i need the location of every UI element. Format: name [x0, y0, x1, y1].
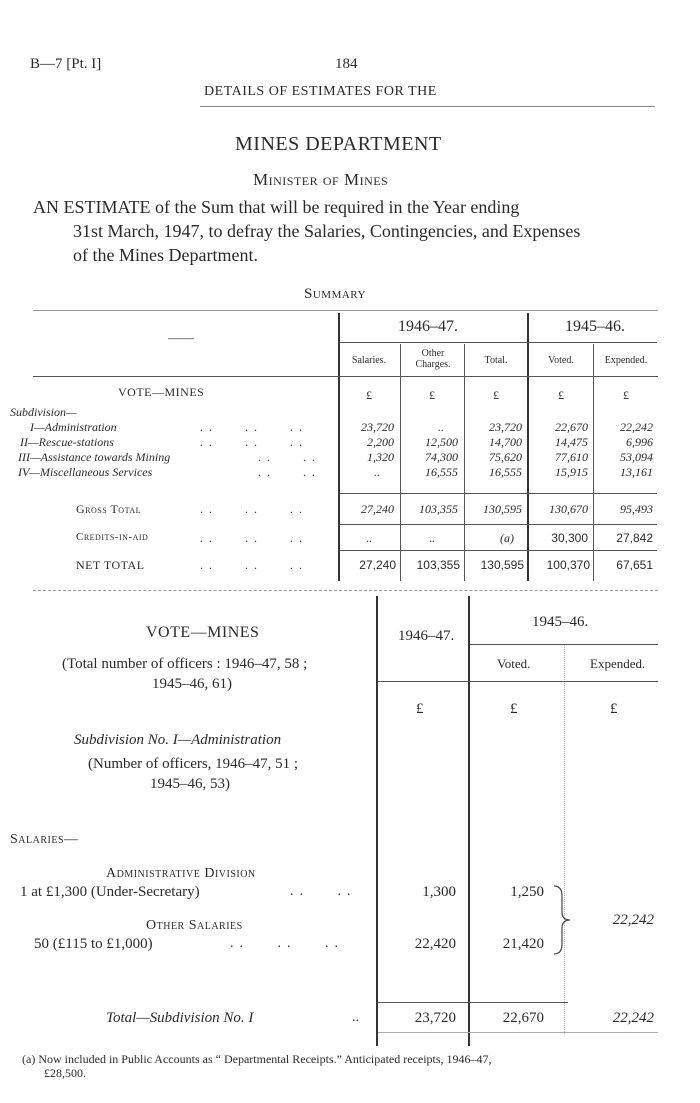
brace-icon	[550, 884, 574, 956]
estimate-line-1: AN ESTIMATE of the Sum that will be required in the Year ending	[33, 197, 520, 217]
detail-total-expended: 22,242	[612, 1010, 654, 1026]
estimate-line-2: 31st March, 1947, to defray the Salaries, Contingencies, and Expenses	[73, 221, 581, 241]
summary-net-rule	[339, 550, 657, 551]
detail-pound-voted: £	[510, 701, 518, 717]
summary-credits-other: ..	[429, 531, 435, 545]
summary-row-3-leaders: .. ..	[258, 450, 321, 464]
summary-row-3-expended: 53,094	[620, 450, 653, 464]
summary-row-1-other: ..	[438, 420, 444, 434]
detail-sub-officers-line-2: 1945–46, 53)	[150, 776, 230, 792]
page-number: 184	[335, 56, 358, 72]
page-ref: B—7 [Pt. I]	[30, 56, 102, 72]
detail-bottom-rule	[378, 1032, 658, 1033]
summary-col-voted: Voted.	[548, 355, 574, 366]
summary-pound-salaries: £	[366, 388, 372, 402]
summary-row-1-salaries: 23,720	[361, 420, 394, 434]
summary-row-2-salaries: 2,200	[367, 435, 394, 449]
detail-col-current: 1946–47.	[398, 628, 455, 644]
summary-credits-expended: 27,842	[616, 531, 653, 545]
summary-row-3-total: 75,620	[489, 450, 522, 464]
detail-total-label: Total—Subdivision No. I	[106, 1010, 254, 1026]
summary-heading: Summary	[304, 286, 366, 302]
summary-row-4-other: 16,555	[425, 465, 458, 479]
summary-header-rule	[33, 376, 658, 377]
summary-credits-voted: 30,300	[551, 531, 588, 545]
summary-gross-rule	[339, 493, 657, 494]
detail-admin-division: Administrative Division	[106, 866, 256, 881]
detail-year-rule	[470, 644, 658, 645]
detail-salaries-label: Salaries—	[10, 832, 79, 847]
detail-col-prev: 1945–46.	[532, 614, 589, 630]
detail-subdivision-title: Subdivision No. I—Administration	[74, 732, 282, 748]
detail-vote-label: VOTE—MINES	[146, 624, 260, 641]
detail-other-leaders: .. .. ..	[230, 936, 344, 951]
summary-col-divider-3	[464, 344, 465, 581]
detail-col-divider-2	[468, 596, 470, 1046]
summary-row-3-other: 74,300	[425, 450, 458, 464]
summary-row-2-label: II—Rescue-stations	[20, 435, 114, 449]
summary-col-salaries: Salaries.	[351, 355, 387, 366]
summary-col-expended: Expended.	[604, 355, 648, 366]
summary-row-2-leaders: .. .. ..	[200, 435, 308, 449]
detail-sub-officers-line-1: (Number of officers, 1946–47, 51 ;	[88, 756, 299, 772]
summary-credits-leaders: .. .. ..	[200, 531, 308, 545]
summary-stub-dash: ——	[168, 330, 194, 345]
detail-other-current: 22,420	[414, 936, 456, 952]
summary-row-1-leaders: .. .. ..	[200, 420, 308, 434]
detail-officers-line-2: 1945–46, 61)	[152, 676, 232, 692]
summary-row-2-other: 12,500	[425, 435, 458, 449]
summary-col-other: Other Charges.	[415, 348, 451, 370]
summary-col-divider-years	[527, 313, 529, 581]
department-title: MINES DEPARTMENT	[235, 133, 442, 155]
summary-credits-label: Credits-in-aid	[76, 531, 149, 543]
detail-col-divider-1	[376, 596, 378, 1046]
summary-col-year-current: 1946–47.	[398, 318, 458, 335]
summary-col-divider-2	[400, 344, 401, 581]
summary-row-4-voted: 15,915	[555, 465, 588, 479]
summary-credits-total: (a)	[500, 531, 514, 545]
summary-vote-label: VOTE—MINES	[118, 385, 205, 399]
summary-bottom-rule	[33, 590, 658, 591]
detail-pound-expended: £	[610, 701, 618, 717]
summary-pound-expended: £	[623, 388, 629, 402]
detail-other-item: 50 (£115 to £1,000)	[34, 936, 153, 952]
detail-total-leaders: ..	[352, 1010, 359, 1025]
detail-col-divider-3	[564, 644, 565, 1034]
summary-credits-rule-top	[339, 524, 657, 525]
summary-row-3-voted: 77,610	[555, 450, 588, 464]
running-title: DETAILS OF ESTIMATES FOR THE	[204, 84, 437, 99]
summary-pound-other: £	[429, 388, 435, 402]
summary-row-2-expended: 6,996	[626, 435, 653, 449]
summary-row-1-total: 23,720	[489, 420, 522, 434]
header-rule	[200, 106, 655, 107]
summary-net-expended: 67,651	[616, 558, 653, 572]
summary-gross-other: 103,355	[419, 502, 458, 516]
estimate-line-3: of the Mines Department.	[73, 245, 258, 265]
detail-officers-line-1: (Total number of officers : 1946–47, 58 ;	[62, 656, 308, 672]
detail-total-rule	[378, 1002, 568, 1003]
detail-admin-current: 1,300	[422, 884, 456, 900]
summary-col-divider-5	[593, 344, 594, 581]
summary-net-salaries: 27,240	[359, 558, 396, 572]
summary-net-label: NET TOTAL	[76, 558, 145, 572]
summary-gross-voted: 130,670	[549, 502, 588, 516]
summary-net-total: 130,595	[480, 558, 524, 572]
summary-gross-total: 130,595	[483, 502, 522, 516]
detail-total-voted: 22,670	[502, 1010, 544, 1026]
summary-year-rule	[339, 342, 657, 343]
summary-row-2-total: 14,700	[489, 435, 522, 449]
summary-row-4-leaders: .. ..	[258, 465, 321, 479]
summary-row-4-total: 16,555	[489, 465, 522, 479]
detail-admin-leaders: .. ..	[290, 884, 357, 899]
summary-row-2-voted: 14,475	[555, 435, 588, 449]
detail-admin-voted: 1,250	[510, 884, 544, 900]
summary-net-voted: 100,370	[546, 558, 590, 572]
summary-row-3-label: III—Assistance towards Mining	[18, 450, 171, 464]
detail-admin-item: 1 at £1,300 (Under-Secretary)	[20, 884, 200, 900]
summary-gross-leaders: .. .. ..	[200, 502, 308, 516]
detail-other-voted: 21,420	[502, 936, 544, 952]
summary-gross-expended: 95,493	[620, 502, 653, 516]
detail-header-rule	[378, 681, 658, 682]
detail-pound-current: £	[416, 701, 424, 717]
detail-total-current: 23,720	[414, 1010, 456, 1026]
summary-gross-salaries: 27,240	[361, 502, 394, 516]
summary-net-leaders: .. .. ..	[200, 558, 308, 572]
summary-row-1-expended: 22,242	[620, 420, 653, 434]
summary-row-4-expended: 13,161	[620, 465, 653, 479]
minister-title: Minister of Mines	[253, 170, 389, 189]
summary-col-total: Total.	[484, 355, 508, 366]
summary-pound-voted: £	[558, 388, 564, 402]
detail-expended-combined: 22,242	[612, 912, 654, 928]
detail-other-salaries: Other Salaries	[146, 918, 243, 933]
summary-row-1-label: I—Administration	[30, 420, 117, 434]
summary-top-rule	[33, 310, 658, 311]
summary-row-4-salaries: ..	[374, 465, 380, 479]
summary-gross-label: Gross Total	[76, 502, 141, 516]
summary-col-year-prev: 1945–46.	[565, 318, 625, 335]
footnote-line-2: £28,500.	[44, 1066, 86, 1080]
detail-col-voted: Voted.	[497, 656, 531, 671]
summary-subdivision-label: Subdivision—	[10, 405, 77, 419]
summary-row-3-salaries: 1,320	[367, 450, 394, 464]
summary-row-4-label: IV—Miscellaneous Services	[18, 465, 153, 479]
summary-net-other: 103,355	[416, 558, 460, 572]
summary-pound-total: £	[493, 388, 499, 402]
footnote-line-1: (a) Now included in Public Accounts as “ Departmental Receipts.” Anticipated receipts, 1946–47,	[22, 1052, 492, 1066]
summary-credits-salaries: ..	[366, 531, 372, 545]
detail-col-expended: Expended.	[590, 656, 646, 671]
summary-row-1-voted: 22,670	[555, 420, 588, 434]
